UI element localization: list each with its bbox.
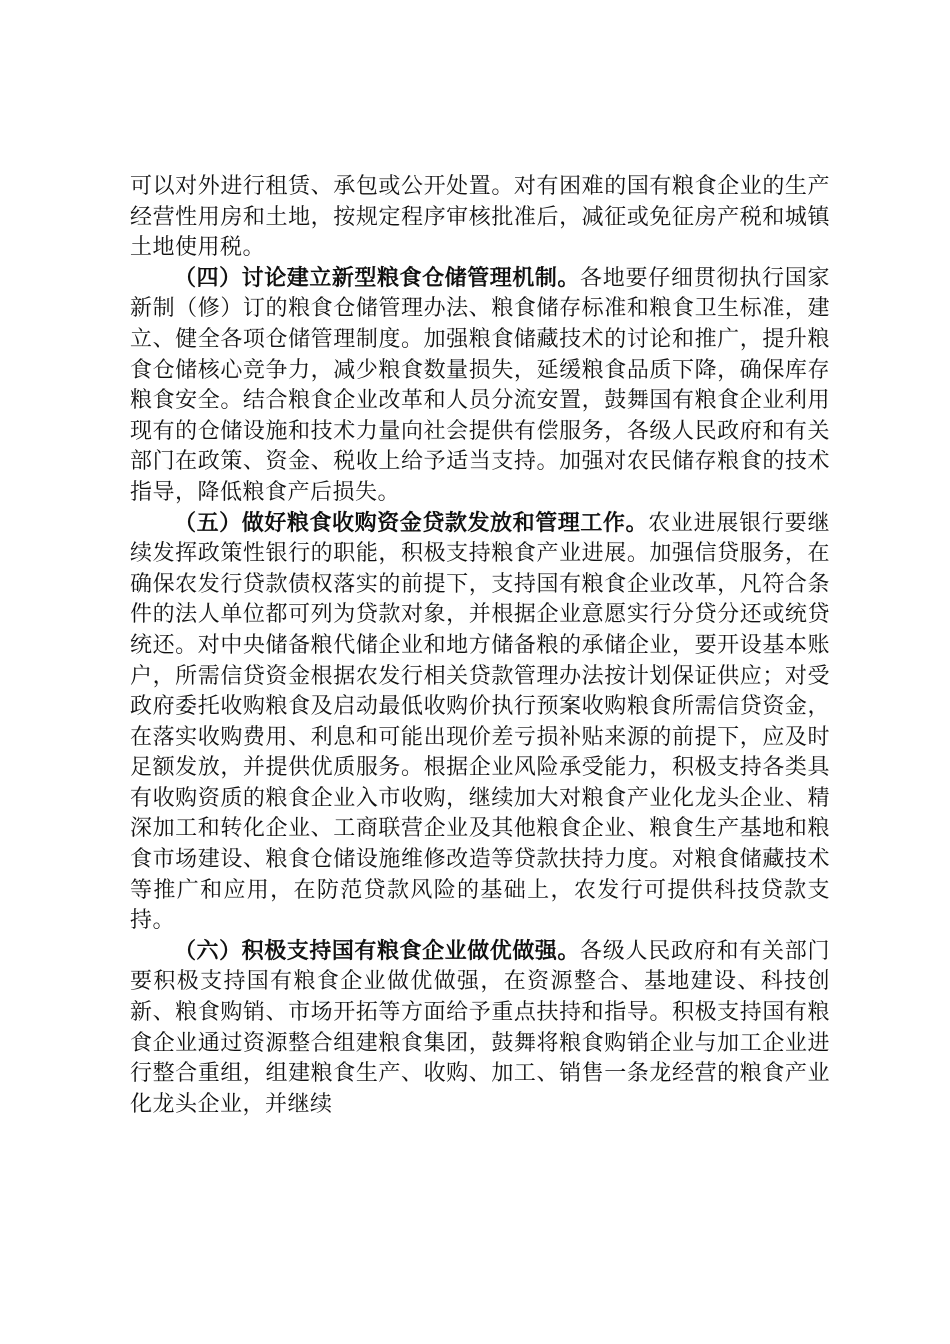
section-4-body: 各地要仔细贯彻执行国家新制（修）订的粮食仓储管理办法、粮食储存标准和粮食卫生标准，建立、健全各项仓储管理制度。加强粮食储藏技术的讨论和推广，提升粮食仓储核心竞争力，减少粮食数量损失，延缓粮食品质下降，确保库存粮食安全。结合粮食企业改革和人员分流安置，鼓舞国有粮食企业利用现有的仓储设施和技术力量向社会提供有偿服务，各级人民政府和有关部门在政策、资金、税收上给予适当支持。加强对农民储存粮食的技术指导，降低粮食产后损失。 [130, 265, 830, 505]
document-body [130, 172, 830, 1120]
section-4-heading: （四）讨论建立新型粮食仓储管理机制。 [174, 265, 580, 291]
section-5-heading: （五）做好粮食收购资金贷款发放和管理工作。 [174, 510, 649, 536]
paragraph-3 [130, 509, 830, 937]
section-6-heading: （六）积极支持国有粮食企业做优做强。 [174, 938, 580, 964]
paragraph-2 [130, 264, 830, 509]
section-6-body: 各级人民政府和有关部门要积极支持国有粮食企业做优做强，在资源整合、基地建设、科技创新、粮食购销、市场开拓等方面给予重点扶持和指导。积极支持国有粮食企业通过资源整合组建粮食集团，鼓舞将粮食购销企业与加工企业进行整合重组，组建粮食生产、收购、加工、销售一条龙经营的粮食产业化龙头企业，并继续 [130, 938, 830, 1117]
paragraph-1 [130, 172, 830, 264]
paragraph-1-body: 可以对外进行租赁、承包或公开处置。对有困难的国有粮食企业的生产经营性用房和土地，按规定程序审核批准后，减征或免征房产税和城镇土地使用税。 [130, 174, 830, 261]
paragraph-4 [130, 937, 830, 1121]
section-5-body: 农业进展银行要继续发挥政策性银行的职能，积极支持粮食产业进展。加强信贷服务，在确保农发行贷款债权落实的前提下，支持国有粮食企业改革，凡符合条件的法人单位都可列为贷款对象，并根据企业意愿实行分贷分还或统贷统还。对中央储备粮代储企业和地方储备粮的承储企业，要开设基本账户，所需信贷资金根据农发行相关贷款管理办法按计划保证供应；对受政府委托收购粮食及启动最低收购价执行预案收购粮食所需信贷资金，在落实收购费用、利息和可能出现价差亏损补贴来源的前提下，应及时足额发放，并提供优质服务。根据企业风险承受能力，积极支持各类具有收购资质的粮食企业入市收购，继续加大对粮食产业化龙头企业、精深加工和转化企业、工商联营企业及其他粮食企业、粮食生产基地和粮食市场建设、粮食仓储设施维修改造等贷款扶持力度。对粮食储藏技术等推广和应用，在防范贷款风险的基础上，农发行可提供科技贷款支持。 [130, 510, 830, 934]
